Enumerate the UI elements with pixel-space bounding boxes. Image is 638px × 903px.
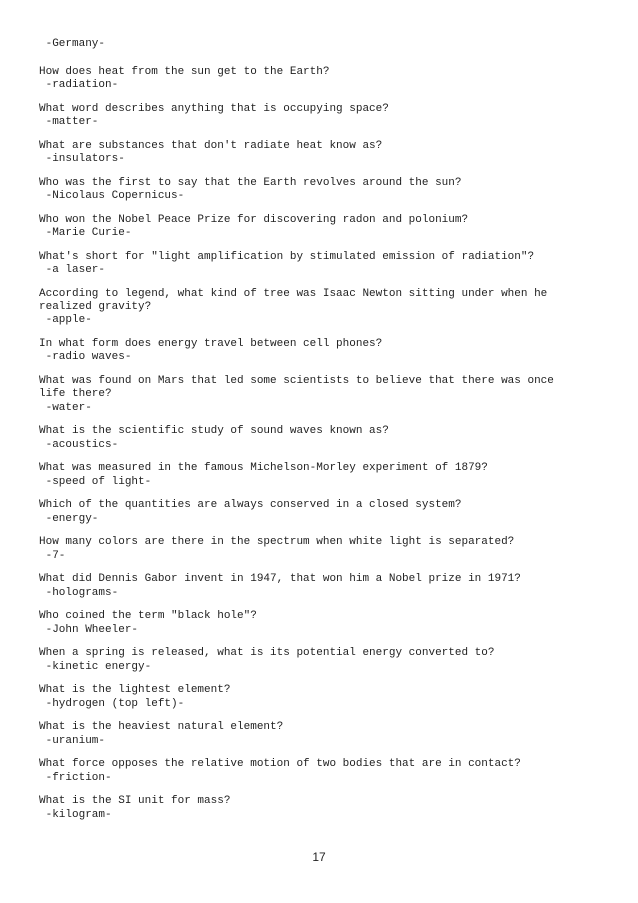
qa-item [39,536,614,562]
qa-item [39,425,614,451]
question-text: When a spring is released, what is its potential energy converted to? [39,647,495,660]
qa-item [39,758,614,784]
question-answer-list [39,66,614,832]
qa-item [39,66,614,92]
question-text: How does heat from the sun get to the Earth? [39,66,330,78]
qa-item [39,214,614,240]
question-text: What force opposes the relative motion of two bodies that are in contact? [39,758,521,771]
answer-text: -apple- [39,314,92,327]
answer-text: -energy- [39,512,99,525]
qa-item [39,721,614,747]
answer-text: -holograms- [39,586,119,599]
question-text: What was measured in the famous Michelson-Morley experiment of 1879? [39,462,488,475]
answer-text: -7- [39,549,66,562]
question-text: Who was the first to say that the Earth revolves around the sun? [39,177,462,189]
question-text: What word describes anything that is occupying space? [39,103,389,115]
question-text: What was found on Mars that led some scientists to believe that there was once life there? [39,375,554,401]
qa-item [39,177,614,203]
question-text: What is the SI unit for mass? [39,795,231,808]
question-text: What are substances that don't radiate heat know as? [39,140,383,152]
question-text: What is the scientific study of sound waves known as? [39,425,389,438]
answer-text: -Marie Curie- [39,227,132,240]
qa-item [39,462,614,488]
answer-text: -kinetic energy- [39,660,152,673]
question-text: Who coined the term "black hole"? [39,610,257,623]
qa-item [39,573,614,599]
answer-text: -uranium- [39,734,106,747]
answer-text: -speed of light- [39,475,152,488]
question-text: What's short for "light amplification by stimulated emission of radiation"? [39,251,535,263]
question-text: How many colors are there in the spectrum when white light is separated? [39,536,515,549]
previous-answer: -Germany- [39,38,106,50]
answer-text: -John Wheeler- [39,623,139,636]
answer-text: -hydrogen (top left)- [39,697,185,710]
qa-item [39,610,614,636]
answer-text: -acoustics- [39,438,119,451]
qa-item [39,647,614,673]
qa-item [39,103,614,129]
qa-item [39,795,614,821]
qa-item [39,499,614,525]
question-text: Who won the Nobel Peace Prize for discovering radon and polonium? [39,214,469,226]
question-text: What is the lightest element? [39,684,231,697]
qa-item [39,338,614,364]
qa-item [39,251,614,277]
answer-text: -radiation- [39,79,119,92]
answer-text: -kilogram- [39,808,112,821]
answer-text: -water- [39,401,92,414]
answer-text: -a laser- [39,264,106,277]
qa-item [39,140,614,166]
answer-text: -radio waves- [39,351,132,364]
question-text: In what form does energy travel between cell phones? [39,338,383,351]
question-text: Which of the quantities are always conserved in a closed system? [39,499,462,512]
qa-item [39,684,614,710]
page-number: 17 [312,850,326,864]
question-text: According to legend, what kind of tree was Isaac Newton sitting under when he realized gravity? [39,288,548,314]
qa-item [39,375,614,415]
question-text: What did Dennis Gabor invent in 1947, that won him a Nobel prize in 1971? [39,573,521,586]
answer-text: -insulators- [39,153,125,166]
question-text: What is the heaviest natural element? [39,721,284,734]
qa-item [39,288,614,328]
answer-text: -matter- [39,116,99,129]
answer-text: -Nicolaus Copernicus- [39,190,185,203]
answer-text: -friction- [39,771,112,784]
